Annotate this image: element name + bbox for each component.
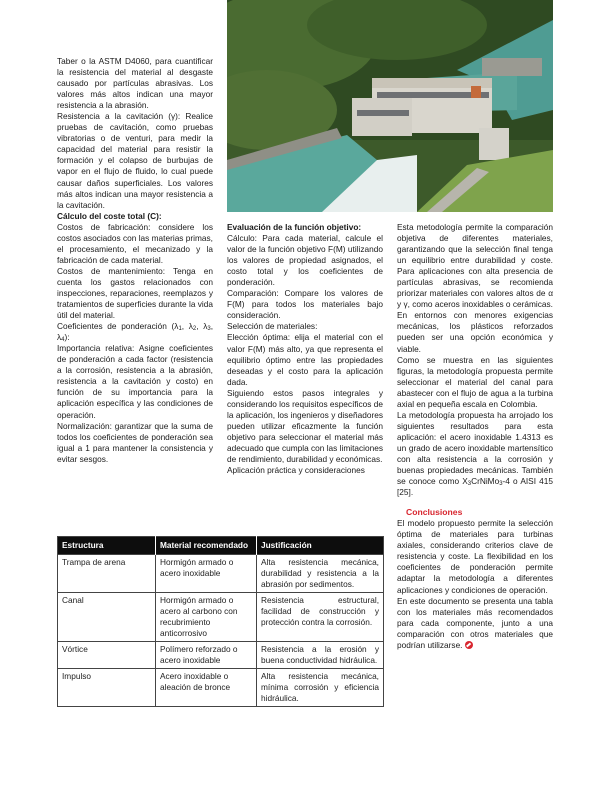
table-row [58, 593, 384, 642]
materials-table [57, 536, 384, 707]
paragraph: Como se muestra en las siguientes figuras, la metodología propuesta permite seleccionar el material del canal para abastecer con el flujo de agua a la turbina axial en pequeña escala en Colombia. [397, 354, 553, 409]
table-header-row [58, 537, 384, 555]
paragraph: Comparación: Compare los valores de F(M) para todos los materiales bajo consideración. [227, 288, 383, 321]
table-cell: Hormigón armado o acero al carbono con recubrimiento anticorrosivo [156, 593, 257, 642]
paragraph [397, 410, 553, 498]
paragraph: Costos de fabricación: considere los costos asociados con las materias primas, el procesamiento, el mecanizado y la fabricación de cada material. [57, 221, 213, 265]
section-heading: Cálculo del coste total (C): [57, 210, 162, 221]
table-cell: Trampa de arena [58, 555, 156, 593]
conclusions-heading: Conclusiones [406, 507, 463, 518]
paragraph: Elección óptima: elija el material con el valor F(M) más alto, ya que representa el equilibrio óptimo entre las propiedades deseadas y el costo para la aplicación dada. [227, 332, 383, 387]
paragraph [397, 596, 553, 651]
paragraph: Taber o la ASTM D4060, para cuantificar la resistencia del material al desgaste causado por partículas abrasivas. Los valores más altos indican una mayor resistencia a la abrasión. [57, 56, 213, 111]
text: La metodología propuesta ha arrojado los siguientes resultados para esta aplicación: el acero inoxidable 1.4313 es un grado de acero inoxidable martensítico con alta resistencia a la corrosión y buenas propiedades mecánicas. También se conoce como X [397, 409, 553, 487]
paragraph: Aplicación práctica y consideraciones [227, 465, 365, 476]
paragraph: Siguiendo estos pasos integrales y considerando los requisitos específicos de la aplicación, los ingenieros y diseñadores pueden utilizar eficazmente la función objetivo para seleccionar el material más adecuado que cumpla con las limitaciones de rendimiento, durabilidad y económicas. [227, 387, 383, 464]
text-column-3 [397, 222, 553, 651]
text: En este documento se presenta una tabla con los materiales más recomendados para cada componente, junto a una comparación con otros materiales que podrían utilizarse. [397, 595, 553, 650]
hydro-plant-image-icon [227, 0, 553, 212]
table-cell: Resistencia a la erosión y buena conductividad hidráulica. [257, 642, 384, 669]
table-cell: Impulso [58, 669, 156, 707]
section-heading: Evaluación de la función objetivo: [227, 222, 362, 232]
text-column-2 [227, 222, 383, 476]
paragraph: Esta metodología permite la comparación objetiva de diferentes materiales, garantizando que la selección final tenga un equilibrio entre durabilidad y coste. Para aplicaciones con alta presencia de partículas abrasivas, se recomienda priorizar materiales con valores altos de α y γ, como aceros inoxidables o cerámicas. En entornos con menores exigencias mecánicas, los plásticos reforzados pueden ser una opción económica y viable. [397, 222, 553, 354]
text: Coeficientes de ponderación (λ [57, 321, 179, 332]
paragraph: Costos de mantenimiento: Tenga en cuenta los gastos relacionados con inspecciones, reparaciones, reemplazos y tratamientos de superficies durante la vida útil del material. [57, 265, 213, 321]
table-cell: Canal [58, 593, 156, 642]
paragraph: Cálculo: Para cada material, calcule el valor de la función objetivo F(M) utilizando los valores de propiedad asignados, el costo total y los coeficientes de ponderación. [227, 233, 383, 288]
table-cell: Acero inoxidable o aleación de bronce [156, 669, 257, 707]
table-cell: Vórtice [58, 642, 156, 669]
text: CrNiMo [471, 476, 500, 487]
paragraph: Coeficientes de ponderación ($\lambda_1$, $\lambda_2$, $\lambda_3$, $\lambda_4$): [57, 321, 213, 344]
paragraph: Resistencia a la cavitación (γ): Realice pruebas de cavitación, como pruebas vibratorias o de venturi, para medir la capacidad del material para resistir la formación y el colapso de burbujas de vapor en el flujo de fluido, lo cual puede causar daños superficiales. Los valores más altos indican una mayor resistencia a la cavitación. [57, 111, 213, 210]
text: ): [64, 332, 70, 343]
table-row [58, 669, 384, 707]
column-header: Justificación [257, 537, 384, 555]
hydroelectric-plant-photo [227, 0, 553, 212]
column-header: Material recomendado [156, 537, 257, 555]
table-row [58, 555, 384, 593]
column-header: Estructura [58, 537, 156, 555]
paragraph: Normalización: garantizar que la suma de todos los coeficientes de ponderación sea igual a 1 para mantener la consistencia y evitar sesgos. [57, 420, 213, 464]
subscript: 3 [467, 481, 472, 488]
end-of-article-icon [465, 641, 473, 649]
table-cell: Hormigón armado o acero inoxidable [156, 555, 257, 593]
paragraph: Importancia relativa: Asigne coeficientes de ponderación a cada factor (resistencia a la corrosión, resistencia a la abrasión, resistencia a la cavitación y costo) en función de su importancia para la aplicación específica y las condiciones de operación. [57, 343, 213, 420]
table-cell: Alta resistencia mecánica, mínima corrosión y eficiencia hidráulica. [257, 669, 384, 707]
table-cell: Polímero reforzado o acero inoxidable [156, 642, 257, 669]
text: -4 o AISI 415 [25]. [397, 476, 553, 498]
table-row [58, 642, 384, 669]
text-column-1 [57, 56, 213, 465]
paragraph: Selección de materiales: [227, 321, 318, 332]
subscript: 3 [499, 481, 503, 488]
table-cell: Alta resistencia mecánica, durabilidad y resistencia a la abrasión por sedimentos. [257, 555, 384, 593]
table-cell: Resistencia estructural, facilidad de construcción y protección contra la corrosión. [257, 593, 384, 642]
paragraph: El modelo propuesto permite la selección óptima de materiales para turbinas axiales, considerando criterios clave de resistencia y coste. La flexibilidad en los coeficientes de ponderación permite adaptar la metodología a diferentes aplicaciones y condiciones de operación. [397, 518, 553, 595]
